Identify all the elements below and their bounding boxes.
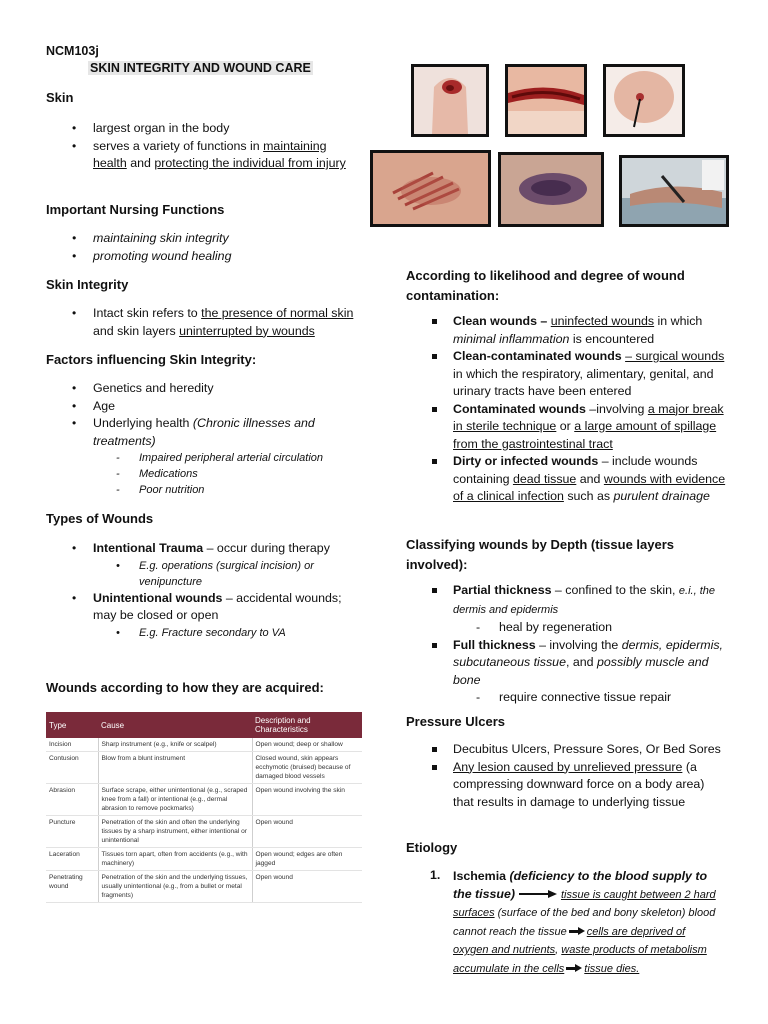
factors-heading: Factors influencing Skin Integrity: — [46, 352, 257, 367]
nursing-heading: Important Nursing Functions — [46, 202, 225, 217]
contamination-list — [406, 313, 726, 506]
table-header: Description and Characteristics — [252, 712, 362, 738]
list-item: • Underlying health (Chronic illnesses and treatments) — [46, 415, 346, 450]
wound-photo-finger — [411, 64, 489, 137]
list-item: Contaminated wounds –involving a major break in sterile technique or a large amount of spillage from the gastrointestinal tract — [406, 401, 726, 454]
list-item: Any lesion caused by unrelieved pressure (a compressing downward force on a body area) that results in damage to underlying tissue — [406, 759, 726, 812]
etiology-number: 1. — [430, 868, 441, 882]
list-item: Clean wounds – uninfected wounds in which minimal inflammation is encountered — [406, 313, 726, 348]
list-item: Clean-contaminated wounds – surgical wounds in which the respiratory, alimentary, genital, and urinary tracts have been entered — [406, 348, 726, 401]
list-item: - Medications — [46, 466, 346, 482]
wound-photo-abrasion — [370, 150, 491, 227]
table-header: Cause — [98, 712, 252, 738]
list-item: Decubitus Ulcers, Pressure Sores, Or Bed Sores — [406, 741, 726, 759]
wound-photo-penetrating — [619, 155, 729, 227]
table-header: Type — [46, 712, 98, 738]
types-heading: Types of Wounds — [46, 511, 154, 526]
wound-photo-laceration — [505, 64, 587, 137]
table-row: Laceration Tissues torn apart, often from accidents (e.g., with machinery) Open wound; edges are often jagged — [46, 848, 362, 871]
depth-heading: Classifying wounds by Depth (tissue layers involved): — [406, 537, 675, 572]
types-list — [46, 540, 356, 641]
list-item: - require connective tissue repair — [406, 689, 726, 707]
table-row: Contusion Blow from a blunt instrument Closed wound, skin appears ecchymotic (bruised) because of damaged blood vessels — [46, 752, 362, 784]
table-row: Penetrating wound Penetration of the skin and the underlying tissues, usually unintentional (e.g., from a bullet or metal fragments) Open wound — [46, 871, 362, 903]
pressure-heading: Pressure Ulcers — [406, 714, 506, 729]
list-item: • Age — [46, 398, 346, 416]
list-item: • promoting wound healing — [46, 248, 356, 266]
integrity-list — [46, 305, 361, 340]
list-item: • maintaining skin integrity — [46, 230, 356, 248]
table-row: Puncture Penetration of the skin and often the underlying tissues by a sharp instrument, either intentional or unintentional Open wound — [46, 816, 362, 848]
list-item: Partial thickness – confined to the skin, e.i., the dermis and epidermis — [406, 582, 726, 619]
list-item: • E.g. Fracture secondary to VA — [46, 625, 356, 641]
wound-table — [46, 712, 362, 903]
list-item: • largest organ in the body — [46, 120, 356, 138]
list-item: - Impaired peripheral arterial circulation — [46, 450, 346, 466]
list-item: - heal by regeneration — [406, 619, 726, 637]
acquired-heading: Wounds according to how they are acquired: — [46, 680, 324, 695]
list-item: • Genetics and heredity — [46, 380, 346, 398]
table-row: Incision Sharp instrument (e.g., knife or scalpel) Open wound; deep or shallow — [46, 738, 362, 752]
skin-heading: Skin — [46, 90, 74, 105]
list-item: Dirty or infected wounds – include wounds containing dead tissue and wounds with evidence of a clinical infection such as purulent drainage — [406, 453, 726, 506]
page-title: SKIN INTEGRITY AND WOUND CARE — [90, 61, 311, 75]
arrow-right-icon — [566, 964, 582, 972]
table-row: Abrasion Surface scrape, either unintentional (e.g., scraped knee from a fall) or intentional (e.g., dermal abrasion to remove pockmarks) Open wound involving the skin — [46, 784, 362, 816]
list-item: • serves a variety of functions in maintaining health and protecting the individual from injury — [46, 138, 356, 173]
course-code: NCM103j — [46, 44, 99, 58]
skin-list — [46, 120, 356, 173]
list-item: • Intentional Trauma – occur during therapy — [46, 540, 356, 558]
wound-photo-puncture — [603, 64, 685, 137]
contamination-heading: According to likelihood and degree of wound contamination: — [406, 268, 685, 303]
nursing-list — [46, 230, 356, 265]
factors-list — [46, 380, 346, 498]
integrity-heading: Skin Integrity — [46, 277, 129, 292]
pressure-list — [406, 741, 726, 811]
depth-list — [406, 582, 726, 707]
arrow-right-icon — [519, 890, 557, 898]
list-item: • Unintentional wounds – accidental wounds; may be closed or open — [46, 590, 356, 625]
list-item: • E.g. operations (surgical incision) or venipuncture — [46, 558, 356, 590]
wound-photo-contusion — [498, 152, 604, 227]
etiology-text: Ischemia (deficiency to the blood supply to the tissue) tissue is caught between 2 hard surfaces (surface of the bed and bony skeleton) blood cannot reach the tissue cells are deprived of oxygen and nutrients, waste products of metabolism accumulate in the cells tissue dies. — [453, 869, 716, 975]
etiology-heading: Etiology — [406, 840, 458, 855]
list-item: - Poor nutrition — [46, 482, 346, 498]
arrow-right-icon — [569, 927, 585, 935]
list-item: • Intact skin refers to the presence of normal skin and skin layers uninterrupted by wounds — [46, 305, 361, 340]
list-item: Full thickness – involving the dermis, epidermis, subcutaneous tissue, and possibly muscle and bone — [406, 637, 726, 690]
